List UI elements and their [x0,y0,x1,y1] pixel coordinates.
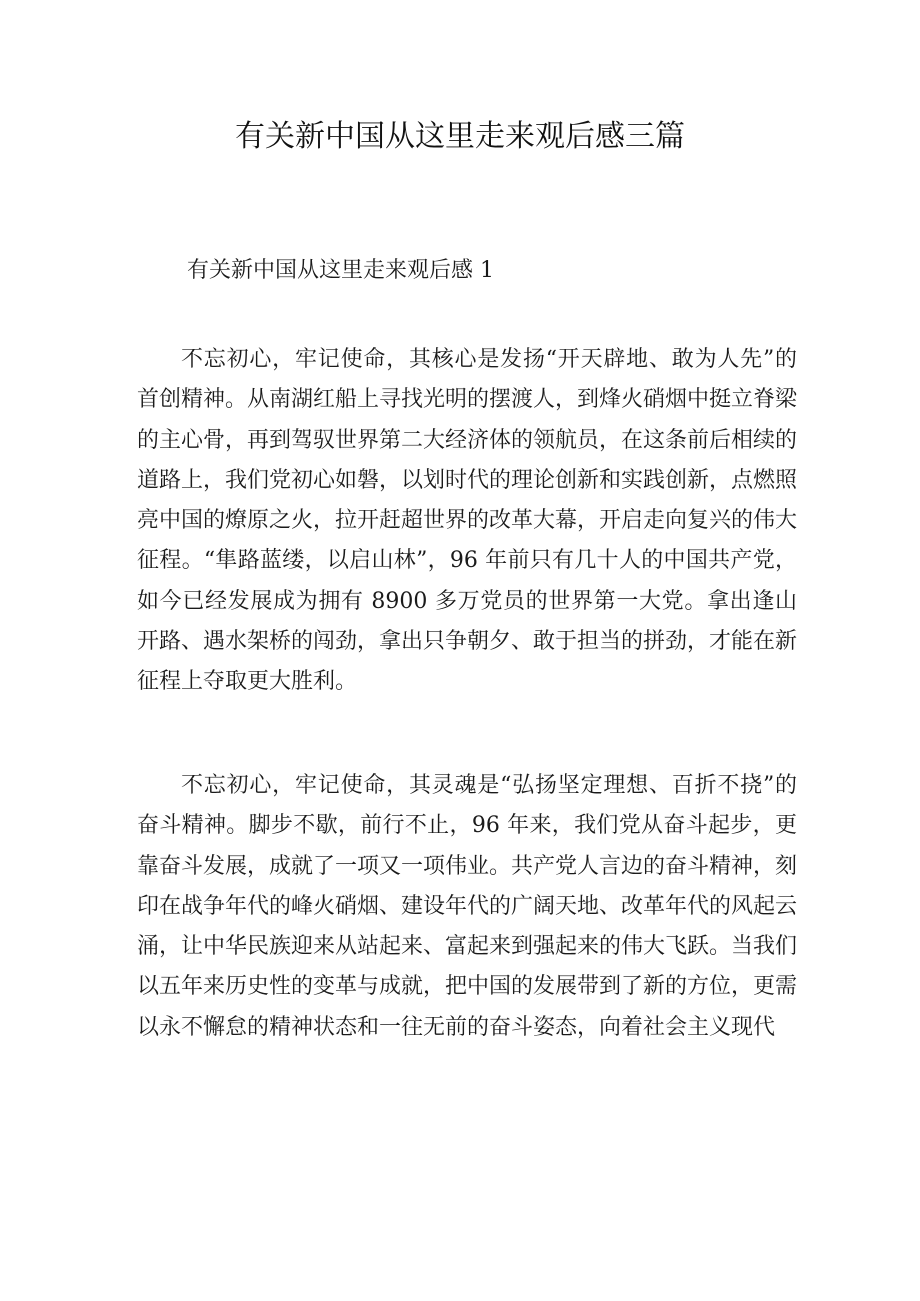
body-paragraph-2: 不忘初心，牢记使命，其灵魂是“弘扬坚定理想、百折不挠”的奋斗精神。脚步不歇，前行不止，96 年来，我们党从奋斗起步，更靠奋斗发展，成就了一项又一项伟业。共产党人言边的奋斗精神，刻印在战争年代的峰火硝烟、建设年代的广阔天地、改革年代的风起云涌，让中华民族迎来从站起来、富起来到强起来的伟大飞跃。当我们以五年来历史性的变革与成就，把中国的发展带到了新的方位，更需以永不懈怠的精神状态和一往无前的奋斗姿态，向着社会主义现代 [137,773,798,1040]
document-title: 有关新中国从这里走来观后感三篇 [235,119,685,154]
section-heading: 有关新中国从这里走来观后感 1 [187,258,494,283]
body-paragraph-1: 不忘初心，牢记使命，其核心是发扬“开天辟地、敢为人先”的首创精神。从南湖红船上寻找光明的摆渡人，到烽火硝烟中挺立脊梁的主心骨，再到驾驭世界第二大经济体的领航员，在这条前后相续的道路上，我们党初心如磐，以划时代的理论创新和实践创新，点燃照亮中国的燎原之火，拉开赶超世界的改革大幕，开启走向复兴的伟大征程。“隼路蓝缕，以启山林”，96 年前只有几十人的中国共产党，如今已经发展成为拥有 8900 多万党员的世界第一大党。拿出逢山开路、遇水架桥的闯劲，拿出只争朝夕、敢于担当的拼劲，才能在新征程上夺取更大胜利。 [137,347,798,695]
